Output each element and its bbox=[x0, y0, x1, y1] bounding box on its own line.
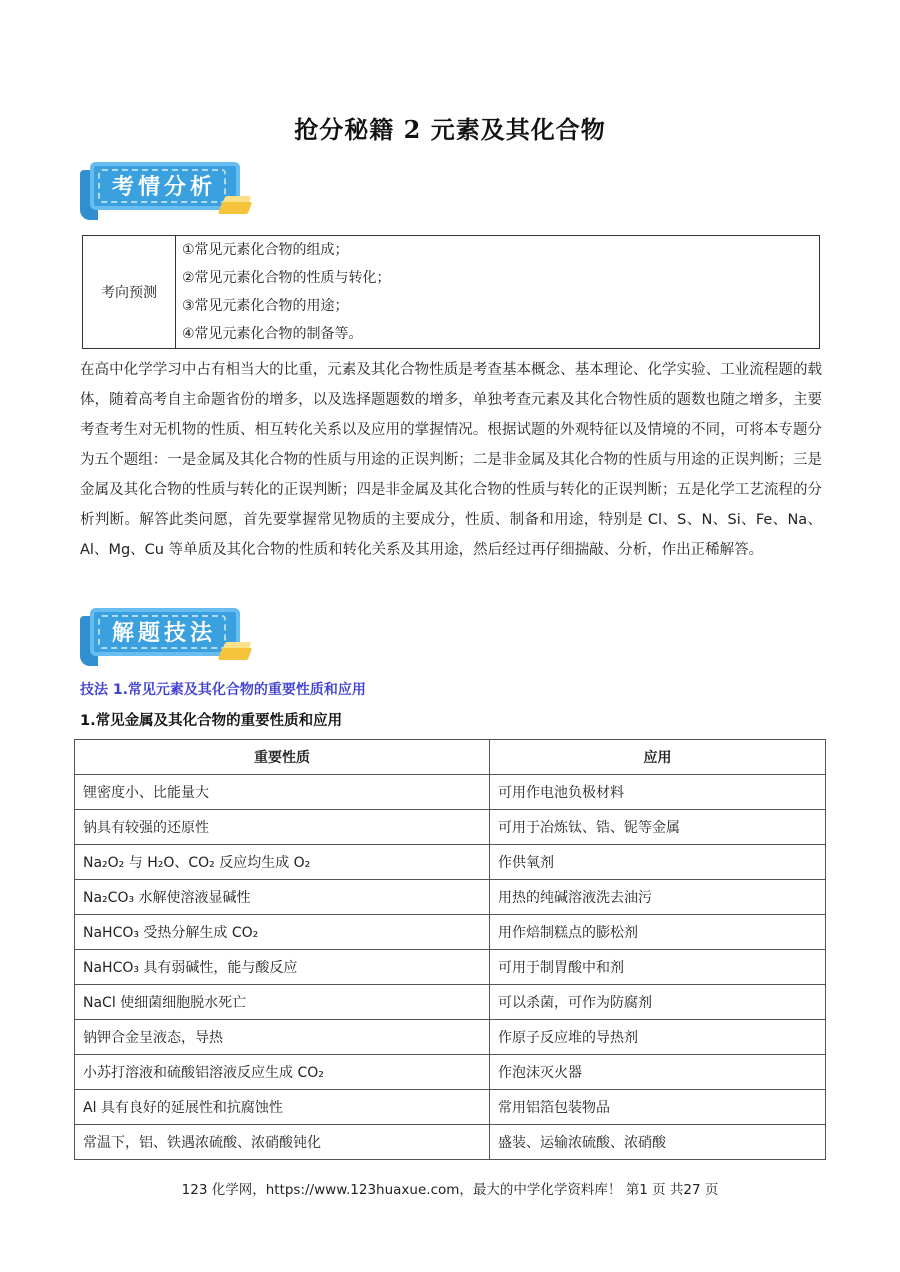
table-row bbox=[75, 1125, 826, 1160]
use-cell: 可用于冶炼钛、锆、铌等金属 bbox=[490, 810, 826, 845]
table-row bbox=[75, 775, 826, 810]
table-row bbox=[75, 845, 826, 880]
property-cell: NaHCO₃ 具有弱碱性，能与酸反应 bbox=[75, 950, 490, 985]
table-row bbox=[75, 1090, 826, 1125]
use-cell: 作供氧剂 bbox=[490, 845, 826, 880]
forecast-label: 考向预测 bbox=[83, 236, 176, 349]
table-row bbox=[75, 1020, 826, 1055]
use-cell: 常用铝箔包装物品 bbox=[490, 1090, 826, 1125]
properties-table bbox=[74, 739, 826, 1160]
section-banner-method bbox=[80, 608, 252, 668]
table-row bbox=[75, 950, 826, 985]
page-footer: 123 化学网，https://www.123huaxue.com，最大的中学化学资料库！ 第1 页 共27 页 bbox=[181, 1182, 719, 1198]
property-cell: 常温下，铝、铁遇浓硫酸、浓硝酸钝化 bbox=[75, 1125, 490, 1160]
table-row bbox=[75, 810, 826, 845]
use-cell: 用作焙制糕点的膨松剂 bbox=[490, 915, 826, 950]
forecast-item: ①常见元素化合物的组成； bbox=[182, 242, 349, 258]
use-cell: 用热的纯碱溶液洗去油污 bbox=[490, 880, 826, 915]
table-row bbox=[75, 985, 826, 1020]
use-cell: 可用作电池负极材料 bbox=[490, 775, 826, 810]
table-row bbox=[75, 1055, 826, 1090]
property-cell: Na₂O₂ 与 H₂O、CO₂ 反应均生成 O₂ bbox=[75, 845, 490, 880]
property-cell: Na₂CO₃ 水解使溶液显碱性 bbox=[75, 880, 490, 915]
use-cell: 盛装、运输浓硫酸、浓硝酸 bbox=[490, 1125, 826, 1160]
forecast-table bbox=[82, 235, 820, 349]
intro-paragraph: 在高中化学学习中占有相当大的比重，元素及其化合物性质是考查基本概念、基本理论、化学实验、工业流程题的载体，随着高考自主命题省份的增多，以及选择题题数的增多，单独考查元素及其化合物性质的题数也随之增多，主要考查考生对无机物的性质、相互转化关系以及应用的掌握情况。根据试题的外观特征以及情境的不同，可将本专题分为五个题组：一是金属及其化合物的性质与用途的正误判断；二是非金属及其化合物的性质与用途的正误判断；三是金属及其化合物的性质与转化的正误判断；四是非金属及其化合物的性质与转化的正误判断；五是化学工艺流程的分析判断。解答此类问愿，首先要掌握常见物质的主要成分，性质、制备和用途，特别是 Cl、S、N、Si、Fe、Na、Al、Mg、Cu 等单质及其化合物的性质和转化关系及其用途，然后经过再仔细揣敲、分析，作出正稀解答。 bbox=[80, 362, 822, 558]
column-header: 重要性质 bbox=[75, 740, 490, 775]
property-cell: 钠钾合金呈液态，导热 bbox=[75, 1020, 490, 1055]
use-cell: 可以杀菌，可作为防腐剂 bbox=[490, 985, 826, 1020]
property-cell: Al 具有良好的延展性和抗腐蚀性 bbox=[75, 1090, 490, 1125]
banner-label: 考情分析 bbox=[111, 175, 216, 200]
section-heading: 1.常见金属及其化合物的重要性质和应用 bbox=[80, 713, 343, 729]
column-header: 应用 bbox=[490, 740, 826, 775]
use-cell: 可用于制胃酸中和剂 bbox=[490, 950, 826, 985]
section-banner-analysis bbox=[80, 162, 252, 222]
banner-label: 解题技法 bbox=[111, 621, 216, 646]
forecast-item: ④常见元素化合物的制备等。 bbox=[182, 326, 363, 342]
property-cell: NaHCO₃ 受热分解生成 CO₂ bbox=[75, 915, 490, 950]
page-title: 抢分秘籍 2 元素及其化合物 bbox=[294, 115, 606, 144]
table-row bbox=[75, 915, 826, 950]
property-cell: 锂密度小、比能量大 bbox=[75, 775, 490, 810]
property-cell: 小苏打溶液和硫酸铝溶液反应生成 CO₂ bbox=[75, 1055, 490, 1090]
forecast-item: ③常见元素化合物的用途； bbox=[182, 298, 349, 314]
technique-heading: 技法 1.常见元素及其化合物的重要性质和应用 bbox=[80, 682, 366, 698]
use-cell: 作泡沫灭火器 bbox=[490, 1055, 826, 1090]
property-cell: 钠具有较强的还原性 bbox=[75, 810, 490, 845]
property-cell: NaCl 使细菌细胞脱水死亡 bbox=[75, 985, 490, 1020]
table-row bbox=[75, 880, 826, 915]
use-cell: 作原子反应堆的导热剂 bbox=[490, 1020, 826, 1055]
forecast-item: ②常见元素化合物的性质与转化； bbox=[182, 270, 391, 286]
